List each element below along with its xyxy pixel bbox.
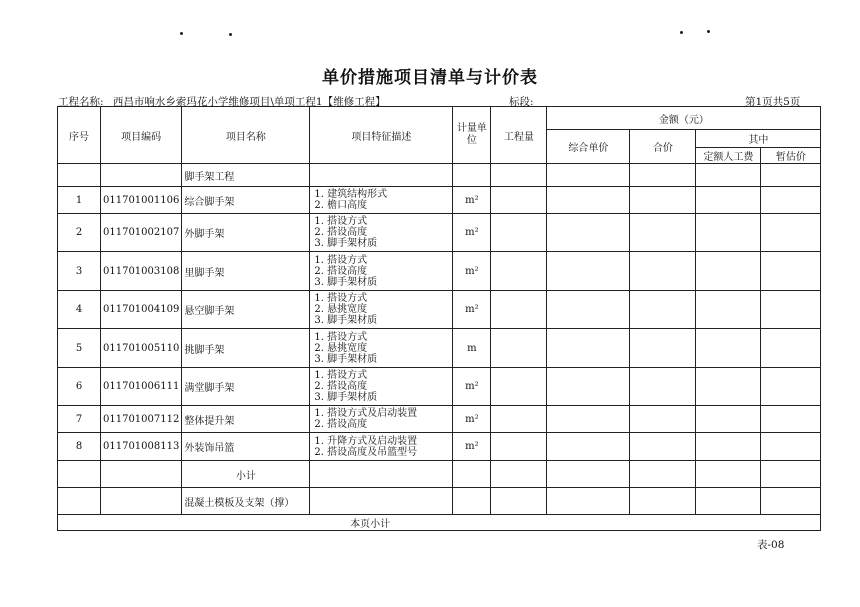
row-name: 满堂脚手架 xyxy=(182,368,310,406)
desc-line: 1. 搭设方式 xyxy=(314,293,368,304)
desc-line: 3. 脚手架材质 xyxy=(314,392,378,403)
table-row xyxy=(58,291,821,329)
section-title: 脚手架工程 xyxy=(182,164,310,187)
row-name: 综合脚手架 xyxy=(182,187,310,214)
header-seq: 序号 xyxy=(58,107,101,164)
desc-line: 1. 搭设方式 xyxy=(314,254,368,266)
desc-line: 2. 悬挑宽度 xyxy=(314,304,368,315)
row-unit: m² xyxy=(453,252,491,291)
page-subtotal-label: 本页小计 xyxy=(58,515,821,531)
header-amount: 金额（元） xyxy=(547,107,821,130)
row-seq: 3 xyxy=(58,252,101,291)
desc-line: 1. 搭设方式 xyxy=(314,331,368,343)
row-desc xyxy=(310,433,453,461)
subtotal-row xyxy=(58,461,821,488)
row-desc xyxy=(310,329,453,368)
row-unit: m² xyxy=(453,291,491,329)
bid-section-label: 标段: xyxy=(509,96,534,108)
row-desc xyxy=(310,368,453,406)
header-qty: 工程量 xyxy=(491,107,547,164)
header-unit-price: 综合单价 xyxy=(547,130,630,164)
header-labor: 定额人工费 xyxy=(696,148,761,164)
row-code: 011701004109 xyxy=(101,291,182,329)
row-code: 011701002107 xyxy=(101,214,182,252)
table-row xyxy=(58,433,821,461)
desc-line: 3. 脚手架材质 xyxy=(314,276,378,288)
desc-line: 3. 脚手架材质 xyxy=(314,353,378,365)
desc-line: 3. 脚手架材质 xyxy=(314,238,378,249)
scan-dot xyxy=(680,31,683,34)
row-name: 外脚手架 xyxy=(182,214,310,252)
row-unit: m² xyxy=(453,187,491,214)
desc-line: 2. 悬挑宽度 xyxy=(314,342,368,354)
row-name: 里脚手架 xyxy=(182,252,310,291)
table-row xyxy=(58,329,821,368)
row-desc xyxy=(310,406,453,433)
row-name: 整体提升架 xyxy=(182,406,310,433)
header-of-which: 其中 xyxy=(696,130,821,148)
header-total: 合价 xyxy=(630,130,696,164)
desc-line: 2. 檐口高度 xyxy=(314,200,368,211)
project-name: 西昌市响水乡索玛花小学维修项目\单项工程1【维修工程】 xyxy=(112,96,386,108)
row-seq: 8 xyxy=(58,433,101,461)
row-code: 011701006111 xyxy=(101,368,182,406)
table-row xyxy=(58,368,821,406)
scan-dot xyxy=(229,33,232,36)
desc-line: 1. 搭设方式 xyxy=(314,370,368,381)
row-unit: m² xyxy=(453,368,491,406)
form-id: 表-08 xyxy=(757,539,785,551)
row-desc xyxy=(310,214,453,252)
header-desc: 项目特征描述 xyxy=(310,107,453,164)
desc-line: 2. 搭设高度 xyxy=(314,419,368,430)
row-desc xyxy=(310,291,453,329)
project-label: 工程名称: xyxy=(58,96,104,108)
desc-line: 2. 搭设高度 xyxy=(314,381,368,392)
row-seq: 4 xyxy=(58,291,101,329)
row-name: 外装饰吊篮 xyxy=(182,433,310,461)
page-info: 第1页共5页 xyxy=(745,96,801,108)
section-row xyxy=(58,488,821,515)
row-seq: 1 xyxy=(58,187,101,214)
row-unit: m xyxy=(453,329,491,368)
desc-line: 1. 建筑结构形式 xyxy=(314,189,388,200)
page-subtotal-row xyxy=(58,515,821,531)
desc-line: 1. 升降方式及启动装置 xyxy=(314,435,418,447)
row-seq: 5 xyxy=(58,329,101,368)
header-unit: 计量单位 xyxy=(453,107,491,164)
desc-line: 2. 搭设高度 xyxy=(314,227,368,238)
section-row xyxy=(58,164,821,187)
scan-dot xyxy=(707,30,710,33)
row-code: 011701008113 xyxy=(101,433,182,461)
pricing-table xyxy=(57,106,821,531)
header-code: 项目编码 xyxy=(101,107,182,164)
desc-line: 1. 搭设方式 xyxy=(314,216,368,227)
scan-dot xyxy=(180,32,183,35)
row-seq: 6 xyxy=(58,368,101,406)
desc-line: 2. 搭设高度 xyxy=(314,265,368,277)
table-row xyxy=(58,252,821,291)
table-row xyxy=(58,187,821,214)
row-seq: 2 xyxy=(58,214,101,252)
page-title: 单价措施项目清单与计价表 xyxy=(322,68,538,88)
desc-line: 1. 搭设方式及启动装置 xyxy=(314,408,418,419)
row-name: 挑脚手架 xyxy=(182,329,310,368)
desc-line: 2. 搭设高度及吊篮型号 xyxy=(314,446,418,458)
row-code: 011701003108 xyxy=(101,252,182,291)
row-name: 悬空脚手架 xyxy=(182,291,310,329)
subtotal-label: 小计 xyxy=(182,461,310,488)
table-row xyxy=(58,406,821,433)
row-code: 011701001106 xyxy=(101,187,182,214)
table-row xyxy=(58,214,821,252)
section-title: 混凝土模板及支架（撑） xyxy=(182,488,310,515)
row-desc xyxy=(310,252,453,291)
header-estimate: 暂估价 xyxy=(761,148,821,164)
header-name: 项目名称 xyxy=(182,107,310,164)
row-seq: 7 xyxy=(58,406,101,433)
row-code: 011701007112 xyxy=(101,406,182,433)
desc-line: 3. 脚手架材质 xyxy=(314,315,378,326)
header-row xyxy=(58,107,821,130)
row-unit: m² xyxy=(453,406,491,433)
row-unit: m² xyxy=(453,433,491,461)
row-unit: m² xyxy=(453,214,491,252)
row-desc xyxy=(310,187,453,214)
row-code: 011701005110 xyxy=(101,329,182,368)
